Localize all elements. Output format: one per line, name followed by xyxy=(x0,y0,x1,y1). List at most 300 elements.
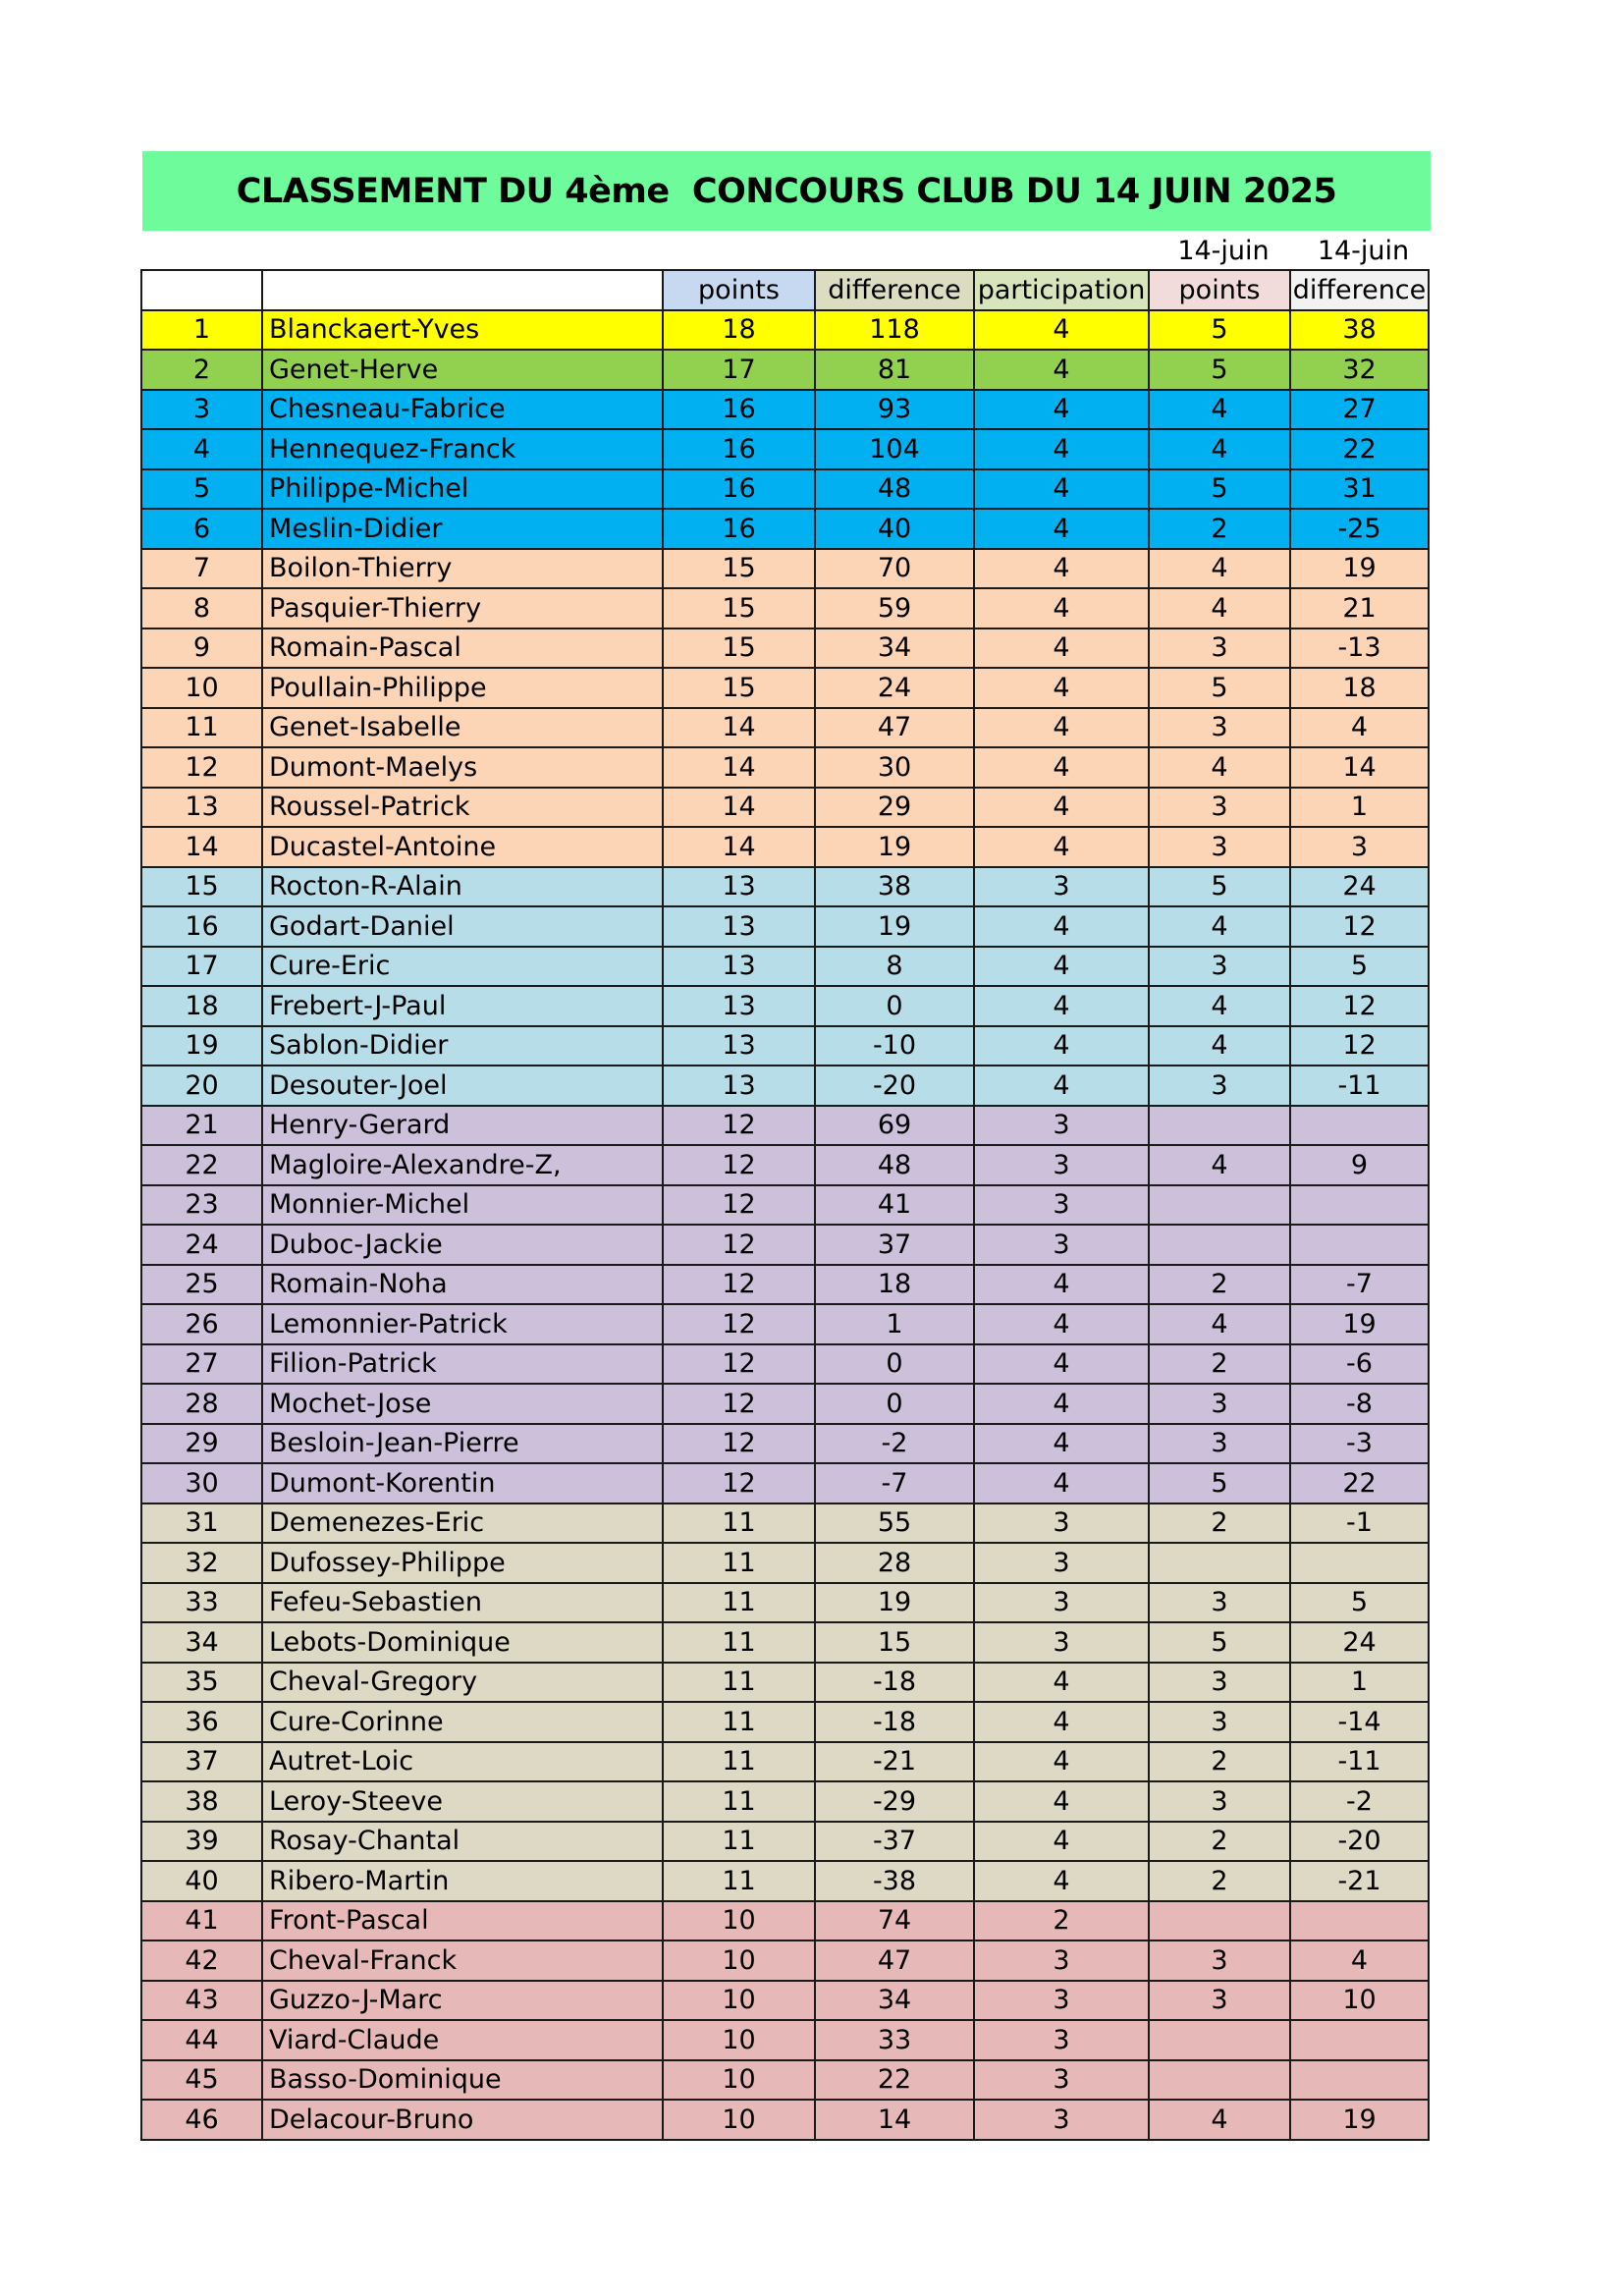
player-name-cell: Cure-Corinne xyxy=(262,1702,663,1742)
day-difference-cell: 38 xyxy=(1290,310,1429,351)
difference-cell: 19 xyxy=(815,906,974,947)
participation-cell: 4 xyxy=(974,469,1149,510)
points-cell: 11 xyxy=(663,1861,815,1901)
participation-cell: 4 xyxy=(974,1265,1149,1305)
difference-cell: 47 xyxy=(815,708,974,748)
day-points-cell: 4 xyxy=(1149,1304,1290,1344)
table-row xyxy=(141,1702,1429,1742)
difference-cell: 118 xyxy=(815,310,974,351)
player-name-cell: Dumont-Korentin xyxy=(262,1463,663,1503)
difference-cell: 19 xyxy=(815,827,974,867)
player-name-cell: Lemonnier-Patrick xyxy=(262,1304,663,1344)
day-difference-cell: 32 xyxy=(1290,350,1429,390)
day-difference-cell: -7 xyxy=(1290,1265,1429,1305)
rank-cell: 24 xyxy=(141,1225,262,1265)
participation-cell: 3 xyxy=(974,2100,1149,2140)
participation-cell: 4 xyxy=(974,1702,1149,1742)
table-row xyxy=(141,429,1429,469)
day-points-cell: 4 xyxy=(1149,2100,1290,2140)
rank-cell: 28 xyxy=(141,1384,262,1424)
difference-cell: 40 xyxy=(815,509,974,549)
difference-cell: 29 xyxy=(815,788,974,828)
day-points-cell: 3 xyxy=(1149,1583,1290,1623)
header-day-difference: difference xyxy=(1290,270,1429,310)
rank-cell: 37 xyxy=(141,1742,262,1782)
table-row xyxy=(141,629,1429,669)
difference-cell: 33 xyxy=(815,2020,974,2060)
participation-cell: 3 xyxy=(974,2020,1149,2060)
rank-cell: 10 xyxy=(141,668,262,708)
points-cell: 12 xyxy=(663,1304,815,1344)
rank-cell: 26 xyxy=(141,1304,262,1344)
rank-cell: 2 xyxy=(141,350,262,390)
rank-cell: 33 xyxy=(141,1583,262,1623)
table-row xyxy=(141,2100,1429,2140)
day-difference-cell xyxy=(1290,1901,1429,1941)
table-row xyxy=(141,906,1429,947)
table-row xyxy=(141,1981,1429,2021)
points-cell: 11 xyxy=(663,1543,815,1583)
rank-cell: 1 xyxy=(141,310,262,351)
day-difference-cell: -2 xyxy=(1290,1781,1429,1822)
day-difference-cell: 22 xyxy=(1290,1463,1429,1503)
participation-cell: 3 xyxy=(974,1145,1149,1185)
difference-cell: -37 xyxy=(815,1822,974,1862)
difference-cell: 1 xyxy=(815,1304,974,1344)
day-difference-cell: 10 xyxy=(1290,1981,1429,2021)
day-points-cell: 2 xyxy=(1149,1742,1290,1782)
rank-cell: 38 xyxy=(141,1781,262,1822)
table-row xyxy=(141,1344,1429,1385)
rank-cell: 44 xyxy=(141,2020,262,2060)
participation-cell: 4 xyxy=(974,1463,1149,1503)
header-name-cell xyxy=(262,270,663,310)
rank-cell: 42 xyxy=(141,1941,262,1981)
table-row xyxy=(141,1424,1429,1464)
rank-cell: 36 xyxy=(141,1702,262,1742)
table-row xyxy=(141,747,1429,788)
points-cell: 12 xyxy=(663,1185,815,1226)
difference-cell: 48 xyxy=(815,1145,974,1185)
day-points-cell: 5 xyxy=(1149,1622,1290,1663)
points-cell: 11 xyxy=(663,1663,815,1703)
player-name-cell: Cheval-Gregory xyxy=(262,1663,663,1703)
day-points-cell: 4 xyxy=(1149,429,1290,469)
rank-cell: 15 xyxy=(141,867,262,907)
day-difference-cell: 18 xyxy=(1290,668,1429,708)
day-points-cell: 3 xyxy=(1149,1424,1290,1464)
points-cell: 11 xyxy=(663,1781,815,1822)
day-difference-cell xyxy=(1290,2020,1429,2060)
participation-cell: 4 xyxy=(974,629,1149,669)
participation-cell: 4 xyxy=(974,1424,1149,1464)
day-points-cell: 3 xyxy=(1149,788,1290,828)
ranking-table xyxy=(140,269,1430,2141)
player-name-cell: Demenezes-Eric xyxy=(262,1503,663,1544)
difference-cell: 34 xyxy=(815,1981,974,2021)
day-difference-cell: -6 xyxy=(1290,1344,1429,1385)
day-difference-cell: 22 xyxy=(1290,429,1429,469)
points-cell: 11 xyxy=(663,1742,815,1782)
table-row xyxy=(141,1145,1429,1185)
day-points-cell: 3 xyxy=(1149,1066,1290,1106)
difference-cell: 55 xyxy=(815,1503,974,1544)
points-cell: 13 xyxy=(663,986,815,1026)
player-name-cell: Dufossey-Philippe xyxy=(262,1543,663,1583)
table-row xyxy=(141,2020,1429,2060)
player-name-cell: Romain-Pascal xyxy=(262,629,663,669)
rank-cell: 18 xyxy=(141,986,262,1026)
player-name-cell: Fefeu-Sebastien xyxy=(262,1583,663,1623)
table-row xyxy=(141,1304,1429,1344)
participation-cell: 4 xyxy=(974,1663,1149,1703)
player-name-cell: Autret-Loic xyxy=(262,1742,663,1782)
rank-cell: 19 xyxy=(141,1026,262,1066)
points-cell: 10 xyxy=(663,1981,815,2021)
day-points-cell: 2 xyxy=(1149,1861,1290,1901)
player-name-cell: Lebots-Dominique xyxy=(262,1622,663,1663)
points-cell: 14 xyxy=(663,747,815,788)
header-participation: participation xyxy=(974,270,1149,310)
participation-cell: 4 xyxy=(974,1344,1149,1385)
rank-cell: 40 xyxy=(141,1861,262,1901)
rank-cell: 34 xyxy=(141,1622,262,1663)
day-difference-cell: 27 xyxy=(1290,390,1429,430)
player-name-cell: Guzzo-J-Marc xyxy=(262,1981,663,2021)
table-row xyxy=(141,668,1429,708)
participation-cell: 3 xyxy=(974,1941,1149,1981)
table-row xyxy=(141,827,1429,867)
rank-cell: 20 xyxy=(141,1066,262,1106)
difference-cell: 37 xyxy=(815,1225,974,1265)
participation-cell: 3 xyxy=(974,1583,1149,1623)
difference-cell: -2 xyxy=(815,1424,974,1464)
player-name-cell: Meslin-Didier xyxy=(262,509,663,549)
points-cell: 10 xyxy=(663,2100,815,2140)
points-cell: 11 xyxy=(663,1583,815,1623)
table-row xyxy=(141,509,1429,549)
participation-cell: 3 xyxy=(974,1106,1149,1146)
day-difference-cell: 1 xyxy=(1290,1663,1429,1703)
rank-cell: 7 xyxy=(141,549,262,589)
player-name-cell: Genet-Herve xyxy=(262,350,663,390)
participation-cell: 4 xyxy=(974,827,1149,867)
day-points-cell: 2 xyxy=(1149,509,1290,549)
table-row xyxy=(141,1781,1429,1822)
points-cell: 14 xyxy=(663,708,815,748)
player-name-cell: Sablon-Didier xyxy=(262,1026,663,1066)
participation-cell: 4 xyxy=(974,1861,1149,1901)
day-difference-cell: -25 xyxy=(1290,509,1429,549)
table-row xyxy=(141,1066,1429,1106)
day-difference-cell xyxy=(1290,1225,1429,1265)
table-row xyxy=(141,350,1429,390)
rank-cell: 46 xyxy=(141,2100,262,2140)
day-difference-cell xyxy=(1290,1543,1429,1583)
header-points: points xyxy=(663,270,815,310)
day-points-cell xyxy=(1149,1185,1290,1226)
difference-cell: 104 xyxy=(815,429,974,469)
day-points-cell: 3 xyxy=(1149,1663,1290,1703)
day-points-cell xyxy=(1149,1106,1290,1146)
difference-cell: 81 xyxy=(815,350,974,390)
participation-cell: 4 xyxy=(974,310,1149,351)
points-cell: 10 xyxy=(663,1901,815,1941)
player-name-cell: Dumont-Maelys xyxy=(262,747,663,788)
day-difference-cell: -20 xyxy=(1290,1822,1429,1862)
day-points-cell: 4 xyxy=(1149,986,1290,1026)
day-points-cell: 5 xyxy=(1149,469,1290,510)
day-difference-cell: -13 xyxy=(1290,629,1429,669)
participation-cell: 4 xyxy=(974,549,1149,589)
difference-cell: 48 xyxy=(815,469,974,510)
table-row xyxy=(141,1663,1429,1703)
rank-cell: 12 xyxy=(141,747,262,788)
day-points-cell: 2 xyxy=(1149,1503,1290,1544)
subheader-points-date: 14-juin xyxy=(1177,235,1270,266)
header-day-points: points xyxy=(1149,270,1290,310)
points-cell: 12 xyxy=(663,1225,815,1265)
difference-cell: 24 xyxy=(815,668,974,708)
participation-cell: 4 xyxy=(974,588,1149,629)
difference-cell: 34 xyxy=(815,629,974,669)
day-difference-cell: -1 xyxy=(1290,1503,1429,1544)
table-row xyxy=(141,867,1429,907)
participation-cell: 4 xyxy=(974,350,1149,390)
points-cell: 15 xyxy=(663,629,815,669)
points-cell: 12 xyxy=(663,1344,815,1385)
day-points-cell: 4 xyxy=(1149,1026,1290,1066)
points-cell: 11 xyxy=(663,1822,815,1862)
day-points-cell xyxy=(1149,1225,1290,1265)
points-cell: 13 xyxy=(663,1066,815,1106)
day-points-cell: 4 xyxy=(1149,1145,1290,1185)
day-points-cell: 3 xyxy=(1149,1781,1290,1822)
points-cell: 14 xyxy=(663,827,815,867)
difference-cell: 30 xyxy=(815,747,974,788)
points-cell: 12 xyxy=(663,1265,815,1305)
points-cell: 14 xyxy=(663,788,815,828)
rank-cell: 23 xyxy=(141,1185,262,1226)
points-cell: 15 xyxy=(663,668,815,708)
points-cell: 11 xyxy=(663,1702,815,1742)
day-difference-cell: 21 xyxy=(1290,588,1429,629)
day-points-cell xyxy=(1149,2020,1290,2060)
points-cell: 16 xyxy=(663,390,815,430)
participation-cell: 4 xyxy=(974,668,1149,708)
difference-cell: 70 xyxy=(815,549,974,589)
points-cell: 15 xyxy=(663,588,815,629)
player-name-cell: Philippe-Michel xyxy=(262,469,663,510)
ranking-table-body xyxy=(141,270,1429,2140)
day-difference-cell: -21 xyxy=(1290,1861,1429,1901)
difference-cell: 93 xyxy=(815,390,974,430)
day-points-cell: 4 xyxy=(1149,390,1290,430)
day-difference-cell: -3 xyxy=(1290,1424,1429,1464)
rank-cell: 31 xyxy=(141,1503,262,1544)
player-name-cell: Besloin-Jean-Pierre xyxy=(262,1424,663,1464)
participation-cell: 4 xyxy=(974,1026,1149,1066)
player-name-cell: Ducastel-Antoine xyxy=(262,827,663,867)
participation-cell: 4 xyxy=(974,1742,1149,1782)
rank-cell: 22 xyxy=(141,1145,262,1185)
difference-cell: -10 xyxy=(815,1026,974,1066)
day-points-cell: 3 xyxy=(1149,1981,1290,2021)
rank-cell: 32 xyxy=(141,1543,262,1583)
difference-cell: 28 xyxy=(815,1543,974,1583)
rank-cell: 13 xyxy=(141,788,262,828)
points-cell: 11 xyxy=(663,1622,815,1663)
points-cell: 12 xyxy=(663,1106,815,1146)
difference-cell: -7 xyxy=(815,1463,974,1503)
day-points-cell: 4 xyxy=(1149,747,1290,788)
day-difference-cell: 5 xyxy=(1290,1583,1429,1623)
difference-cell: 38 xyxy=(815,867,974,907)
player-name-cell: Ribero-Martin xyxy=(262,1861,663,1901)
table-row xyxy=(141,1941,1429,1981)
player-name-cell: Godart-Daniel xyxy=(262,906,663,947)
player-name-cell: Viard-Claude xyxy=(262,2020,663,2060)
table-row xyxy=(141,390,1429,430)
player-name-cell: Blanckaert-Yves xyxy=(262,310,663,351)
table-row xyxy=(141,549,1429,589)
difference-cell: 14 xyxy=(815,2100,974,2140)
player-name-cell: Boilon-Thierry xyxy=(262,549,663,589)
table-row xyxy=(141,1622,1429,1663)
day-points-cell: 5 xyxy=(1149,310,1290,351)
day-difference-cell: 4 xyxy=(1290,1941,1429,1981)
difference-cell: 41 xyxy=(815,1185,974,1226)
day-points-cell: 5 xyxy=(1149,867,1290,907)
table-row xyxy=(141,588,1429,629)
player-name-cell: Pasquier-Thierry xyxy=(262,588,663,629)
rank-cell: 5 xyxy=(141,469,262,510)
points-cell: 16 xyxy=(663,429,815,469)
day-points-cell xyxy=(1149,1901,1290,1941)
points-cell: 13 xyxy=(663,1026,815,1066)
player-name-cell: Cure-Eric xyxy=(262,947,663,987)
difference-cell: -38 xyxy=(815,1861,974,1901)
points-cell: 10 xyxy=(663,2060,815,2101)
participation-cell: 4 xyxy=(974,747,1149,788)
day-difference-cell: 24 xyxy=(1290,867,1429,907)
points-cell: 13 xyxy=(663,867,815,907)
participation-cell: 2 xyxy=(974,1901,1149,1941)
table-row xyxy=(141,310,1429,351)
day-points-cell: 3 xyxy=(1149,827,1290,867)
participation-cell: 4 xyxy=(974,390,1149,430)
difference-cell: 59 xyxy=(815,588,974,629)
table-row xyxy=(141,1185,1429,1226)
day-points-cell: 2 xyxy=(1149,1265,1290,1305)
participation-cell: 3 xyxy=(974,1225,1149,1265)
difference-cell: 74 xyxy=(815,1901,974,1941)
rank-cell: 11 xyxy=(141,708,262,748)
participation-cell: 4 xyxy=(974,1304,1149,1344)
difference-cell: 22 xyxy=(815,2060,974,2101)
header-row xyxy=(141,270,1429,310)
points-cell: 18 xyxy=(663,310,815,351)
header-difference: difference xyxy=(815,270,974,310)
participation-cell: 3 xyxy=(974,1622,1149,1663)
table-row xyxy=(141,469,1429,510)
rank-cell: 4 xyxy=(141,429,262,469)
table-row xyxy=(141,986,1429,1026)
table-row xyxy=(141,947,1429,987)
points-cell: 12 xyxy=(663,1424,815,1464)
player-name-cell: Duboc-Jackie xyxy=(262,1225,663,1265)
day-difference-cell: 14 xyxy=(1290,747,1429,788)
points-cell: 15 xyxy=(663,549,815,589)
day-difference-cell: 5 xyxy=(1290,947,1429,987)
difference-cell: -29 xyxy=(815,1781,974,1822)
day-points-cell: 3 xyxy=(1149,947,1290,987)
difference-cell: -21 xyxy=(815,1742,974,1782)
participation-cell: 4 xyxy=(974,1822,1149,1862)
day-difference-cell: 19 xyxy=(1290,1304,1429,1344)
day-difference-cell: 12 xyxy=(1290,986,1429,1026)
difference-cell: 8 xyxy=(815,947,974,987)
header-rank-cell xyxy=(141,270,262,310)
participation-cell: 3 xyxy=(974,1503,1149,1544)
day-points-cell: 3 xyxy=(1149,629,1290,669)
day-difference-cell: 19 xyxy=(1290,2100,1429,2140)
rank-cell: 30 xyxy=(141,1463,262,1503)
day-points-cell xyxy=(1149,2060,1290,2101)
player-name-cell: Front-Pascal xyxy=(262,1901,663,1941)
points-cell: 12 xyxy=(663,1463,815,1503)
participation-cell: 4 xyxy=(974,986,1149,1026)
participation-cell: 4 xyxy=(974,429,1149,469)
rank-cell: 17 xyxy=(141,947,262,987)
points-cell: 16 xyxy=(663,509,815,549)
rank-cell: 16 xyxy=(141,906,262,947)
player-name-cell: Desouter-Joel xyxy=(262,1066,663,1106)
table-row xyxy=(141,1384,1429,1424)
player-name-cell: Rocton-R-Alain xyxy=(262,867,663,907)
table-row xyxy=(141,1225,1429,1265)
player-name-cell: Romain-Noha xyxy=(262,1265,663,1305)
participation-cell: 3 xyxy=(974,1185,1149,1226)
rank-cell: 29 xyxy=(141,1424,262,1464)
participation-cell: 4 xyxy=(974,947,1149,987)
points-cell: 11 xyxy=(663,1503,815,1544)
day-points-cell: 3 xyxy=(1149,1941,1290,1981)
player-name-cell: Basso-Dominique xyxy=(262,2060,663,2101)
participation-cell: 4 xyxy=(974,708,1149,748)
player-name-cell: Filion-Patrick xyxy=(262,1344,663,1385)
participation-cell: 4 xyxy=(974,1384,1149,1424)
player-name-cell: Delacour-Bruno xyxy=(262,2100,663,2140)
day-points-cell: 3 xyxy=(1149,708,1290,748)
player-name-cell: Frebert-J-Paul xyxy=(262,986,663,1026)
day-points-cell: 5 xyxy=(1149,1463,1290,1503)
table-row xyxy=(141,1901,1429,1941)
difference-cell: 19 xyxy=(815,1583,974,1623)
day-difference-cell xyxy=(1290,1106,1429,1146)
player-name-cell: Mochet-Jose xyxy=(262,1384,663,1424)
rank-cell: 8 xyxy=(141,588,262,629)
points-cell: 16 xyxy=(663,469,815,510)
difference-cell: -18 xyxy=(815,1663,974,1703)
day-difference-cell: 12 xyxy=(1290,906,1429,947)
table-row xyxy=(141,1106,1429,1146)
day-difference-cell: -8 xyxy=(1290,1384,1429,1424)
difference-cell: 47 xyxy=(815,1941,974,1981)
day-points-cell: 2 xyxy=(1149,1344,1290,1385)
rank-cell: 35 xyxy=(141,1663,262,1703)
rank-cell: 43 xyxy=(141,1981,262,2021)
